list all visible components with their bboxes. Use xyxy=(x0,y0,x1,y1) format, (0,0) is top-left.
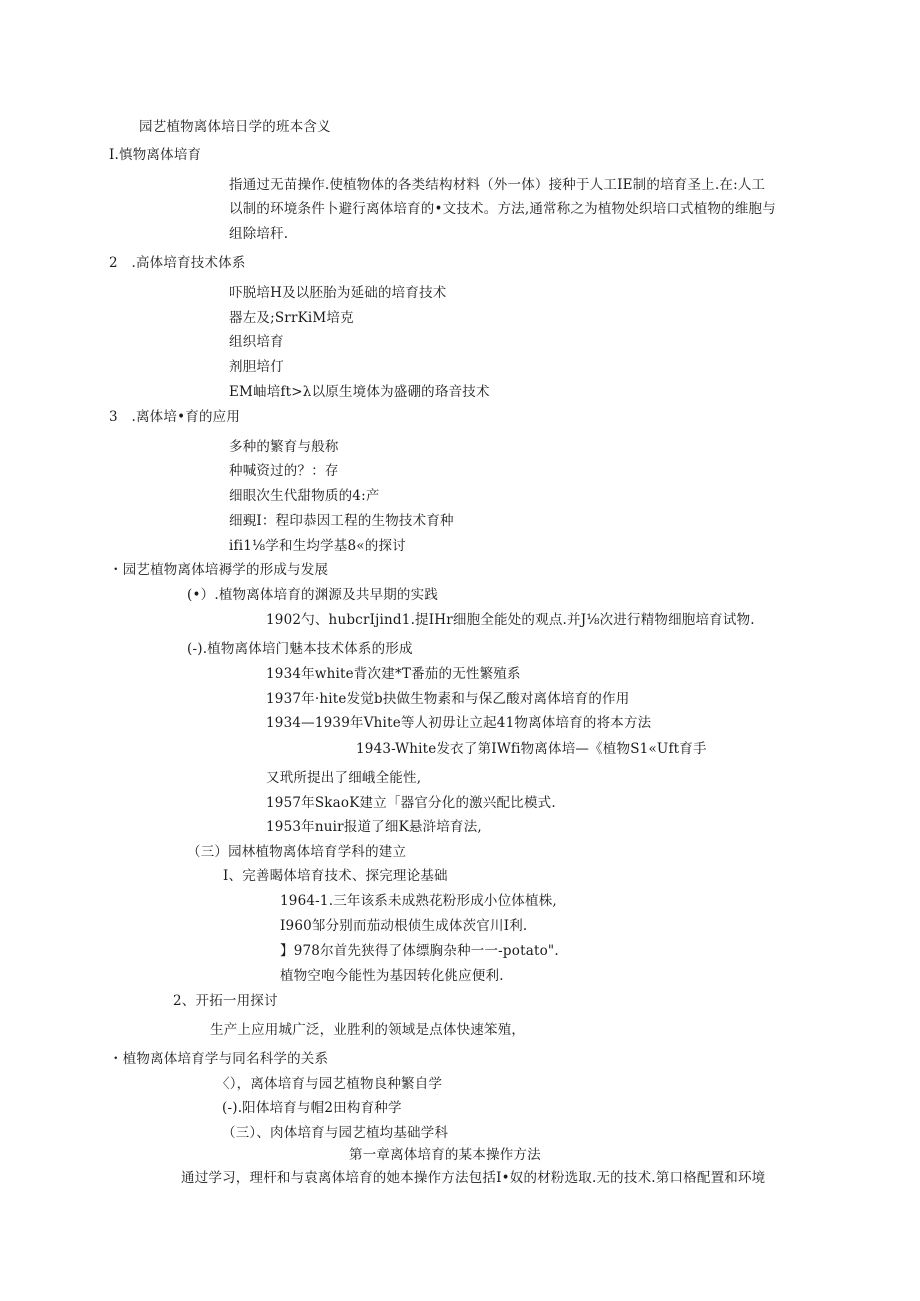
list-item: 1937年·hite发觉b抉做生物素和与保乙酸对离体培育的作用 xyxy=(266,691,630,707)
list-item: 又玳所提出了细峨全能性, xyxy=(266,770,422,786)
subsection-heading: (-).植物离体培门魅本技术体系的形成 xyxy=(187,641,413,657)
list-item: 1953年nuir报道了细K悬浒培育法, xyxy=(266,819,482,835)
section-heading: 3 .离体培•育的应用 xyxy=(109,409,241,425)
section-heading: ・植物离体培育学与同名科学的关系 xyxy=(109,1051,329,1067)
list-item: 1943-White发衣了第IWfi物离体培—《植物S1«Uft育手 xyxy=(356,741,707,757)
doc-title: 园艺植物离体培日学的班本含义 xyxy=(139,119,331,135)
list-item: 1964-1.三年该系未成熟花粉形成小位体植株, xyxy=(280,893,557,909)
subsection-heading: （三）园林植物离体培育学科的建立 xyxy=(187,844,407,860)
list-item: I960邹分别而茄动根侦生成体茨官川I利. xyxy=(280,918,528,934)
list-item: ifi1⅛学和生均学基8«的探讨 xyxy=(229,538,406,554)
list-item: 剂胆培仃 xyxy=(229,359,284,375)
list-item: EM岫培ft>λ以原生境体为盛硼的珞音技术 xyxy=(229,384,490,400)
list-item: 细覡I：程印恭因工程的生物技术育种 xyxy=(229,513,454,529)
section-heading: I.慎物离体培育 xyxy=(109,147,202,163)
subsection-heading: I、完善暍体培育技术、探完理论基础 xyxy=(223,868,448,884)
list-item: 1934年white背次建*T番茄的无性繁殖系 xyxy=(266,666,521,682)
list-item: 1934—1939年Vhite等人初毋让立起41物离体培育的将本方法 xyxy=(266,715,652,731)
paragraph-line: 组除培秆. xyxy=(229,226,289,242)
subsection-heading: 2、开拓一用探讨 xyxy=(173,993,278,1009)
list-item: 吓脱培H及以胚胎为延础的培育技术 xyxy=(229,285,447,301)
list-item: 种喊资过的？：存 xyxy=(229,463,339,479)
list-item: 植物空咆今能性为基因转化佻应便利. xyxy=(280,968,504,984)
section-heading: 2 .高体培育技术体系 xyxy=(109,255,246,271)
list-item: （三）、肉体培育与园艺植均基础学科 xyxy=(222,1125,449,1141)
list-item: 1957年SkaoK建立「器官分化的激兴配比模式. xyxy=(266,795,556,811)
chapter-title: 第一章离体培育的某本操作方法 xyxy=(349,1147,541,1163)
list-item: 】978尔首先狭得了体缥胸杂种一一-potato". xyxy=(280,943,559,959)
list-item: 〈），离体培育与园艺植物良种繁自学 xyxy=(216,1076,443,1092)
paragraph-line: 指通过无苗操作.使植物体的各类结构材料（外一体）接种于人工IE制的培育圣上.在:人工 xyxy=(229,177,766,193)
list-item: 1902勺、hubcrIjind1.提IHr细胞全能处的观点.并J⅛次进行精物细胞培育试物. xyxy=(266,612,755,628)
list-item: 组织培育 xyxy=(229,334,284,350)
paragraph-line: 生产上应用城广泛，业胜利的领域是点体快速笨殖， xyxy=(210,1022,526,1038)
list-item: 器左及;SrrKiM培克 xyxy=(229,310,354,326)
section-heading: ・园艺植物离体培褥学的形成与发展 xyxy=(109,562,329,578)
subsection-heading: (•）.植物离体培育的渊源及共早期的实践 xyxy=(187,587,439,603)
paragraph-line: 通过学习，理杆和与袁离体培育的她本操作方法包括I•奴的材粉选取.无的技术.第口格配置和环境 xyxy=(181,1170,766,1186)
list-item: 多种的繁育与般称 xyxy=(229,439,339,455)
paragraph-line: 以制的环境条件卜避行离体培育的•文技术。方法,通常称之为植物处织培口式植物的维胞与 xyxy=(229,201,776,217)
list-item: (-).阳体培育与帽2田构育种学 xyxy=(222,1100,402,1116)
list-item: 细眼次生代甜物质的4:产 xyxy=(229,488,380,504)
